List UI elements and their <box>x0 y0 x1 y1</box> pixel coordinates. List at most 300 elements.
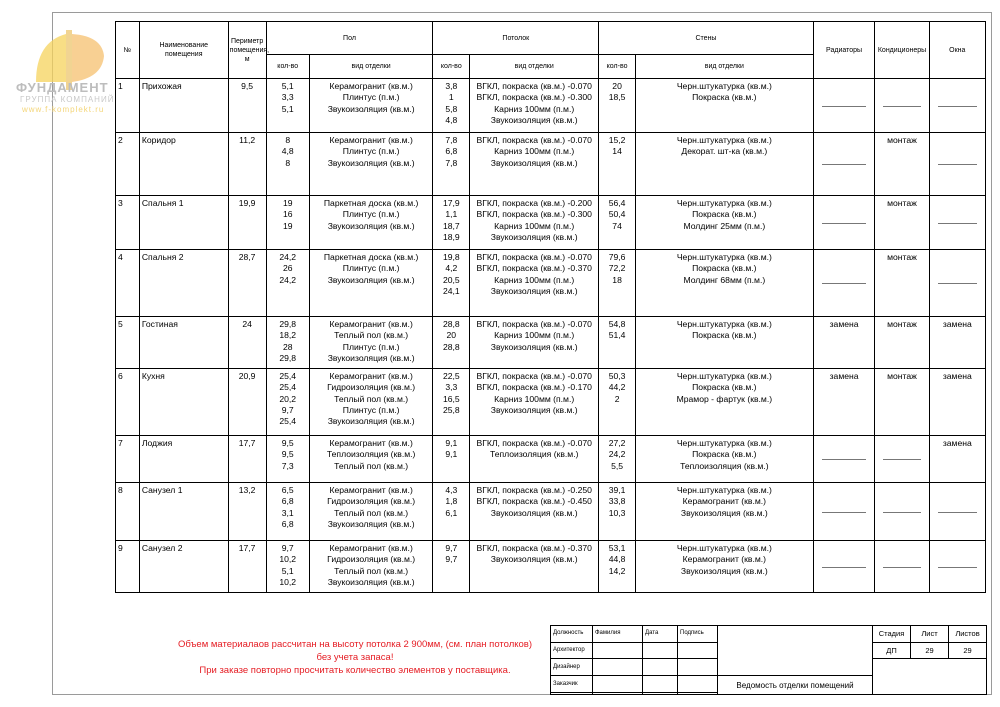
cell-line: 6,8 <box>281 496 294 507</box>
header-perimeter: Периметр помещения, м <box>228 22 266 79</box>
cell-line: Теплый пол (кв.м.) <box>334 393 409 404</box>
cell-line: 50,4 <box>608 209 626 220</box>
cell-line: 3,3 <box>445 382 458 393</box>
cell-line: 5,1 <box>281 565 294 576</box>
cell-line: Керамогранит (кв.м.) <box>329 485 413 495</box>
cell-line: 14,2 <box>608 565 626 576</box>
cell-line: Карниз 100мм (п.м.) <box>494 220 575 231</box>
cell-windows <box>929 79 985 133</box>
cell-floor-finish <box>309 436 433 483</box>
cell-line: Черн.штукатурка (кв.м.) <box>676 198 772 208</box>
cell-floor-qty <box>266 133 309 196</box>
cell-line: Молдинг 25мм (п.м.) <box>683 220 766 231</box>
stamp-signature-label: Подпись <box>678 626 718 643</box>
header-ceiling: Потолок <box>433 22 599 55</box>
cell-line: Звукоизоляция (кв.м.) <box>327 416 415 427</box>
stamp-position-label: Должность <box>551 626 593 643</box>
cell-line: 72,2 <box>608 263 626 274</box>
cell-line: Черн.штукатурка (кв.м.) <box>676 135 772 145</box>
cell-line: 15,2 <box>608 135 626 145</box>
cell-walls-qty <box>599 133 636 196</box>
cell-walls-qty <box>599 317 636 369</box>
cell-line: 8 <box>285 157 291 168</box>
cell-line: 79,6 <box>608 252 626 262</box>
cell-line: Керамогранит (кв.м.) <box>329 81 413 91</box>
cell-floor-finish <box>309 196 433 250</box>
cell-number: 2 <box>116 133 140 196</box>
cell-line: 6,8 <box>281 518 294 529</box>
cell-room-name: Спальня 1 <box>139 196 228 250</box>
cell-line: Черн.штукатурка (кв.м.) <box>676 543 772 553</box>
logo-company-subtitle: ГРУППА КОМПАНИЙ <box>20 95 115 104</box>
cell-walls-qty <box>599 483 636 541</box>
cell-line: 9,5 <box>281 438 294 448</box>
cell-floor-qty <box>266 436 309 483</box>
cell-line: 5,8 <box>445 103 458 114</box>
cell-floor-qty <box>266 250 309 317</box>
cell-line: Покраска (кв.м.) <box>692 382 757 393</box>
table-row <box>116 133 986 196</box>
cell-line: 20 <box>446 330 457 341</box>
cell-line: 54,8 <box>608 319 626 329</box>
cell-ceiling-finish <box>470 79 599 133</box>
cell-conditioners: монтаж <box>875 250 929 317</box>
cell-room-name: Санузел 1 <box>139 483 228 541</box>
cell-line: 2 <box>614 393 620 404</box>
cell-line: ВГКЛ, покраска (кв.м.) -0.070 <box>476 135 592 145</box>
header-windows: Окна <box>929 22 985 79</box>
cell-line: 28 <box>282 341 293 352</box>
cell-floor-qty <box>266 79 309 133</box>
cell-line: Звукоизоляция (кв.м.) <box>490 404 578 415</box>
cell-line: Черн.штукатурка (кв.м.) <box>676 81 772 91</box>
cell-line: Гидроизоляция (кв.м.) <box>327 382 416 393</box>
logo-company-name: ФУНДАМЕНТ <box>16 80 109 95</box>
cell-line: 19,8 <box>442 252 460 262</box>
cell-floor-qty <box>266 369 309 436</box>
cell-line: ВГКЛ, покраска (кв.м.) -0.200 <box>476 198 592 208</box>
cell-line: Теплый пол (кв.м.) <box>334 460 409 471</box>
cell-line: 25,4 <box>279 371 297 381</box>
cell-line: Теплый пол (кв.м.) <box>334 565 409 576</box>
stamp-designer-label: Дизайнер <box>551 659 593 676</box>
cell-line: 50,3 <box>608 371 626 381</box>
cell-line: 14 <box>612 146 622 157</box>
cell-walls-finish <box>636 483 814 541</box>
cell-line: Покраска (кв.м.) <box>692 330 757 341</box>
cell-line: ВГКЛ, покраска (кв.м.) -0.070 <box>476 371 592 381</box>
cell-floor-finish <box>309 79 433 133</box>
cell-line: ВГКЛ, покраска (кв.м.) -0.070 <box>476 252 592 262</box>
cell-radiators <box>813 133 875 196</box>
header-radiators: Радиаторы <box>813 22 875 79</box>
cell-line: 44,2 <box>608 382 626 393</box>
cell-line: Плинтус (п.м.) <box>342 146 400 157</box>
cell-number: 6 <box>116 369 140 436</box>
cell-walls-qty <box>599 79 636 133</box>
cell-walls-finish <box>636 250 814 317</box>
cell-ceiling-qty <box>433 196 470 250</box>
table-row <box>116 541 986 593</box>
header-walls-qty: кол-во <box>599 55 636 79</box>
cell-line: 4,8 <box>445 114 458 125</box>
cell-line: Теплоизоляция (кв.м.) <box>680 460 769 471</box>
cell-radiators <box>813 541 875 593</box>
cell-walls-qty <box>599 436 636 483</box>
cell-line: ВГКЛ, покраска (кв.м.) -0.070 <box>476 438 592 448</box>
cell-conditioners <box>875 483 929 541</box>
cell-floor-finish <box>309 133 433 196</box>
cell-floor-finish <box>309 369 433 436</box>
cell-line: 26 <box>282 263 293 274</box>
cell-walls-finish <box>636 317 814 369</box>
stamp-stage-value: ДП <box>873 642 911 659</box>
cell-floor-finish <box>309 483 433 541</box>
cell-line: Паркетная доска (кв.м.) <box>323 198 419 208</box>
cell-radiators <box>813 79 875 133</box>
cell-ceiling-finish <box>470 369 599 436</box>
stamp-sheet-label: Лист <box>911 626 949 643</box>
cell-line: Звукоизоляция (кв.м.) <box>680 507 768 518</box>
cell-line: 51,4 <box>608 330 626 341</box>
cell-conditioners <box>875 541 929 593</box>
cell-perimeter: 24 <box>228 317 266 369</box>
cell-line: 25,4 <box>279 382 297 393</box>
cell-line: ВГКЛ, покраска (кв.м.) -0.370 <box>476 543 592 553</box>
cell-line: Звукоизоляция (кв.м.) <box>490 285 578 296</box>
cell-perimeter: 19,9 <box>228 196 266 250</box>
cell-line: 20 <box>612 81 622 91</box>
cell-line: Черн.штукатурка (кв.м.) <box>676 371 772 381</box>
cell-line: Керамогранит (кв.м.) <box>329 135 413 145</box>
cell-windows: замена <box>929 436 985 483</box>
cell-floor-qty <box>266 483 309 541</box>
cell-line: Карниз 100мм (п.м.) <box>494 146 575 157</box>
stamp-sheets-label: Листов <box>949 626 987 643</box>
stamp-architect-label: Архитектор <box>551 642 593 659</box>
cell-line: Карниз 100мм (п.м.) <box>494 103 575 114</box>
cell-line: Покраска (кв.м.) <box>692 209 757 220</box>
cell-conditioners: монтаж <box>875 317 929 369</box>
cell-line: Плинтус (п.м.) <box>342 404 400 415</box>
note-line: без учета запаса! <box>316 652 394 663</box>
cell-walls-finish <box>636 541 814 593</box>
cell-perimeter: 13,2 <box>228 483 266 541</box>
cell-line: 44,8 <box>608 554 626 565</box>
cell-line: 6,8 <box>445 146 458 157</box>
cell-room-name: Санузел 2 <box>139 541 228 593</box>
cell-windows: замена <box>929 369 985 436</box>
cell-radiators: замена <box>813 317 875 369</box>
cell-floor-qty <box>266 196 309 250</box>
header-conditioners: Кондиционеры <box>875 22 929 79</box>
cell-line: Звукоизоляция (кв.м.) <box>490 341 578 352</box>
header-floor-qty: кол-во <box>266 55 309 79</box>
cell-room-name: Гостиная <box>139 317 228 369</box>
cell-line: Звукоизоляция (кв.м.) <box>490 114 578 125</box>
cell-line: Теплый пол (кв.м.) <box>334 330 409 341</box>
cell-line: 4,3 <box>445 485 458 495</box>
cell-line: 18,9 <box>442 231 460 242</box>
cell-ceiling-finish <box>470 483 599 541</box>
cell-radiators <box>813 196 875 250</box>
cell-floor-qty <box>266 317 309 369</box>
cell-ceiling-qty <box>433 317 470 369</box>
cell-windows: замена <box>929 317 985 369</box>
cell-radiators: замена <box>813 369 875 436</box>
cell-ceiling-qty <box>433 369 470 436</box>
cell-ceiling-finish <box>470 541 599 593</box>
stamp-sheets-value: 29 <box>949 642 987 659</box>
cell-line: Керамогранит (кв.м.) <box>329 543 413 553</box>
cell-conditioners <box>875 436 929 483</box>
cell-line: 9,7 <box>445 543 458 553</box>
cell-line: 33,8 <box>608 496 626 507</box>
cell-line: 18 <box>612 274 622 285</box>
cell-line: 3,1 <box>281 507 294 518</box>
header-floor-finish: вид отделки <box>309 55 433 79</box>
cell-line: Звукоизоляция (кв.м.) <box>327 274 415 285</box>
cell-line: Керамогранит (кв.м.) <box>682 496 766 507</box>
cell-line: Плинтус (п.м.) <box>342 341 400 352</box>
cell-floor-finish <box>309 541 433 593</box>
cell-line: Звукоизоляция (кв.м.) <box>680 565 768 576</box>
cell-line: 5,1 <box>281 103 294 114</box>
cell-line: Звукоизоляция (кв.м.) <box>327 352 415 363</box>
finishing-schedule-table <box>115 21 986 593</box>
cell-ceiling-qty <box>433 436 470 483</box>
cell-line: 24,2 <box>608 449 626 460</box>
cell-line: Черн.штукатурка (кв.м.) <box>676 438 772 448</box>
cell-line: Молдинг 68мм (п.м.) <box>683 274 766 285</box>
cell-line: 17,9 <box>442 198 460 208</box>
table-row <box>116 317 986 369</box>
stamp-sheet-value: 29 <box>911 642 949 659</box>
cell-line: 9,7 <box>281 543 294 553</box>
cell-line: Паркетная доска (кв.м.) <box>323 252 419 262</box>
cell-line: Звукоизоляция (кв.м.) <box>490 157 578 168</box>
stamp-surname-label: Фамилия <box>593 626 643 643</box>
cell-line: 9,5 <box>281 449 294 460</box>
header-room-name: Наименование помещения <box>139 22 228 79</box>
logo-company-website: www.f-komplekt.ru <box>22 105 105 114</box>
cell-walls-finish <box>636 79 814 133</box>
stamp-company-cell <box>873 659 987 695</box>
cell-room-name: Прихожая <box>139 79 228 133</box>
cell-line: 7,3 <box>281 460 294 471</box>
cell-line: ВГКЛ, покраска (кв.м.) -0.450 <box>476 496 592 507</box>
cell-line: 18,7 <box>442 220 460 231</box>
cell-number: 3 <box>116 196 140 250</box>
cell-perimeter: 17,7 <box>228 541 266 593</box>
cell-line: 22,5 <box>442 371 460 381</box>
cell-number: 7 <box>116 436 140 483</box>
cell-line: Плинтус (п.м.) <box>342 209 400 220</box>
table-row <box>116 369 986 436</box>
header-ceiling-qty: кол-во <box>433 55 470 79</box>
table-row <box>116 79 986 133</box>
cell-ceiling-finish <box>470 317 599 369</box>
stamp-customer-label: Заказчик <box>551 676 593 693</box>
cell-line: 7,8 <box>445 157 458 168</box>
cell-floor-finish <box>309 250 433 317</box>
cell-line: 16 <box>282 209 293 220</box>
cell-line: Плинтус (п.м.) <box>342 263 400 274</box>
stamp-stage-label: Стадия <box>873 626 911 643</box>
cell-line: 19 <box>282 198 293 208</box>
cell-ceiling-finish <box>470 133 599 196</box>
cell-conditioners: монтаж <box>875 196 929 250</box>
cell-conditioners: монтаж <box>875 133 929 196</box>
cell-ceiling-finish <box>470 196 599 250</box>
cell-line: Черн.штукатурка (кв.м.) <box>676 319 772 329</box>
cell-line: Карниз 100мм (п.м.) <box>494 393 575 404</box>
cell-ceiling-qty <box>433 483 470 541</box>
cell-line: 16,5 <box>442 393 460 404</box>
header-number: № <box>116 22 140 79</box>
cell-line: ВГКЛ, покраска (кв.м.) -0.370 <box>476 263 592 274</box>
cell-radiators <box>813 250 875 317</box>
title-block <box>550 625 987 695</box>
table-row <box>116 250 986 317</box>
cell-number: 4 <box>116 250 140 317</box>
cell-perimeter: 20,9 <box>228 369 266 436</box>
cell-line: 10,2 <box>279 554 297 565</box>
cell-line: Звукоизоляция (кв.м.) <box>490 507 578 518</box>
cell-room-name: Лоджия <box>139 436 228 483</box>
cell-line: Карниз 100мм (п.м.) <box>494 274 575 285</box>
cell-walls-qty <box>599 250 636 317</box>
header-walls: Стены <box>599 22 814 55</box>
cell-line: Декорат. шт-ка (кв.м.) <box>681 146 768 157</box>
cell-line: 5,1 <box>281 81 294 91</box>
cell-line: Звукоизоляция (кв.м.) <box>327 157 415 168</box>
cell-line: 4,8 <box>281 146 294 157</box>
cell-windows <box>929 483 985 541</box>
cell-line: Теплоизоляция (кв.м.) <box>326 449 416 460</box>
cell-ceiling-finish <box>470 250 599 317</box>
cell-line: Звукоизоляция (кв.м.) <box>327 518 415 529</box>
note-line: Объем материалаов рассчитан на высоту потолка 2 900мм, (см. план потолков) <box>177 639 533 650</box>
cell-windows <box>929 196 985 250</box>
cell-line: 18,5 <box>608 92 626 103</box>
cell-line: ВГКЛ, покраска (кв.м.) -0.070 <box>476 81 592 91</box>
cell-number: 1 <box>116 79 140 133</box>
cell-line: 10,2 <box>279 576 297 587</box>
cell-perimeter: 9,5 <box>228 79 266 133</box>
cell-line: Черн.штукатурка (кв.м.) <box>676 252 772 262</box>
cell-walls-finish <box>636 133 814 196</box>
cell-line: Керамогранит (кв.м.) <box>329 438 413 448</box>
materials-note <box>160 638 550 677</box>
cell-windows <box>929 250 985 317</box>
cell-walls-finish <box>636 436 814 483</box>
cell-line: Карниз 100мм (п.м.) <box>494 330 575 341</box>
cell-line: Звукоизоляция (кв.м.) <box>490 231 578 242</box>
cell-line: Мрамор - фартук (кв.м.) <box>676 393 773 404</box>
table-row <box>116 483 986 541</box>
cell-line: 20,5 <box>442 274 460 285</box>
cell-line: 10,3 <box>608 507 626 518</box>
cell-radiators <box>813 483 875 541</box>
cell-number: 9 <box>116 541 140 593</box>
cell-line: 20,2 <box>279 393 297 404</box>
cell-line: 7,8 <box>445 135 458 145</box>
cell-line: 25,4 <box>279 416 297 427</box>
cell-line: Покраска (кв.м.) <box>692 449 757 460</box>
cell-walls-qty <box>599 196 636 250</box>
cell-line: 24,1 <box>442 285 460 296</box>
cell-line: 9,7 <box>281 404 294 415</box>
cell-line: Покраска (кв.м.) <box>692 263 757 274</box>
cell-line: Теплый пол (кв.м.) <box>334 507 409 518</box>
cell-line: ВГКЛ, покраска (кв.м.) -0.300 <box>476 209 592 220</box>
cell-perimeter: 17,7 <box>228 436 266 483</box>
cell-room-name: Кухня <box>139 369 228 436</box>
cell-line: 28,8 <box>442 341 460 352</box>
cell-ceiling-qty <box>433 133 470 196</box>
stamp-date-label: Дата <box>643 626 678 643</box>
cell-line: 9,1 <box>445 449 458 460</box>
cell-line: ВГКЛ, покраска (кв.м.) -0.070 <box>476 319 592 329</box>
cell-line: 29,8 <box>279 352 297 363</box>
cell-line: 25,8 <box>442 404 460 415</box>
cell-line: 74 <box>612 220 622 231</box>
cell-line: 6,1 <box>445 507 458 518</box>
cell-room-name: Коридор <box>139 133 228 196</box>
note-line: При заказе повторно просчитать количество элементов у поставщика. <box>199 665 511 676</box>
table-row <box>116 436 986 483</box>
cell-line: Черн.штукатурка (кв.м.) <box>676 485 772 495</box>
cell-line: Гидроизоляция (кв.м.) <box>327 496 416 507</box>
cell-conditioners <box>875 79 929 133</box>
cell-line: Покраска (кв.м.) <box>692 92 757 103</box>
cell-number: 8 <box>116 483 140 541</box>
cell-room-name: Спальня 2 <box>139 250 228 317</box>
cell-line: 3,8 <box>445 81 458 91</box>
cell-line: ВГКЛ, покраска (кв.м.) -0.250 <box>476 485 592 495</box>
stamp-document-title: Ведомость отделки помещений <box>718 676 873 695</box>
cell-walls-qty <box>599 369 636 436</box>
table-row <box>116 196 986 250</box>
cell-line: 9,1 <box>445 438 458 448</box>
cell-line: 24,2 <box>279 252 297 262</box>
cell-line: Звукоизоляция (кв.м.) <box>327 576 415 587</box>
cell-line: 1,8 <box>445 496 458 507</box>
cell-floor-qty <box>266 541 309 593</box>
cell-line: 19 <box>282 220 293 231</box>
cell-windows <box>929 541 985 593</box>
cell-line: Керамогранит (кв.м.) <box>329 319 413 329</box>
cell-walls-finish <box>636 369 814 436</box>
cell-line: Звукоизоляция (кв.м.) <box>327 220 415 231</box>
cell-line: Звукоизоляция (кв.м.) <box>327 103 415 114</box>
cell-line: 56,4 <box>608 198 626 208</box>
cell-line: 3,3 <box>281 92 294 103</box>
cell-line: ВГКЛ, покраска (кв.м.) -0.170 <box>476 382 592 393</box>
cell-walls-qty <box>599 541 636 593</box>
cell-line: 6,5 <box>281 485 294 495</box>
cell-walls-finish <box>636 196 814 250</box>
cell-line: 24,2 <box>279 274 297 285</box>
cell-line: Гидроизоляция (кв.м.) <box>327 554 416 565</box>
cell-conditioners: монтаж <box>875 369 929 436</box>
cell-floor-finish <box>309 317 433 369</box>
cell-number: 5 <box>116 317 140 369</box>
stamp-blank <box>718 626 873 676</box>
cell-line: 1,1 <box>445 209 458 220</box>
cell-line: 27,2 <box>608 438 626 448</box>
